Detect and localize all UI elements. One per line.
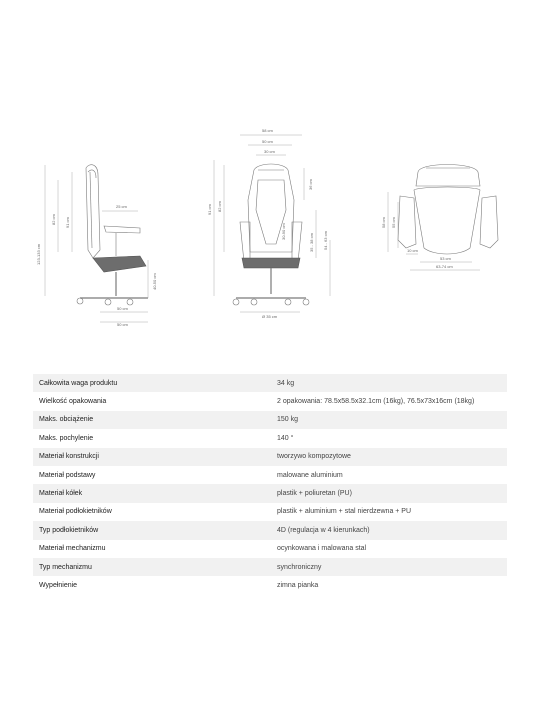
side-dim-base-depth: 50 cm bbox=[117, 322, 128, 327]
table-row bbox=[33, 392, 507, 410]
spec-label: Typ podłokietników bbox=[33, 521, 271, 539]
spec-value: ocynkowana i malowana stal bbox=[277, 545, 367, 553]
spec-label: Materiał kółek bbox=[33, 484, 271, 502]
table-row bbox=[33, 484, 507, 502]
spec-label: Maks. pochylenie bbox=[39, 434, 94, 442]
top-view-chair bbox=[398, 165, 498, 255]
front-view-dimension-lines bbox=[214, 135, 330, 312]
spec-label: Materiał podłokietników bbox=[39, 508, 112, 516]
spec-label: Całkowita waga produktu bbox=[33, 374, 271, 392]
spec-value: synchroniczny bbox=[271, 558, 507, 576]
front-dim-lumbar-height: 35 - 38 cm bbox=[309, 233, 314, 252]
spec-value: 34 kg bbox=[271, 374, 507, 392]
spec-label: Materiał konstrukcji bbox=[33, 448, 271, 466]
front-dim-overall-width: 58 cm bbox=[262, 128, 273, 133]
technical-drawing bbox=[0, 0, 540, 350]
spec-value: zimna pianka bbox=[277, 581, 319, 589]
table-row bbox=[33, 448, 507, 466]
spec-value: plastik + aluminium + stal nierdzewna + PU bbox=[277, 508, 412, 516]
table-row bbox=[33, 540, 507, 558]
spec-label: Typ mechanizmu bbox=[33, 558, 271, 576]
front-view-chair bbox=[233, 164, 309, 305]
front-dim-back-width: 50 cm bbox=[262, 139, 273, 144]
top-dim-seat-depth: 55 cm bbox=[391, 217, 396, 228]
front-dim-back-height-side: 30-90 cm bbox=[281, 223, 286, 240]
spec-value: tworzywo kompozytowe bbox=[271, 448, 507, 466]
spec-value: malowane aluminium bbox=[277, 471, 343, 479]
table-row bbox=[33, 576, 507, 594]
spec-value: 150 kg bbox=[271, 411, 507, 429]
table-row bbox=[33, 466, 507, 484]
spec-label: Materiał podstawy bbox=[39, 471, 96, 479]
spec-value: 4D (regulacja w 4 kierunkach) bbox=[271, 521, 507, 539]
front-dim-seat-width: 30 cm bbox=[264, 149, 275, 154]
front-dim-base-diameter: Ø 35 cm bbox=[262, 314, 278, 319]
spec-value: 140 ° bbox=[277, 434, 294, 442]
table-row bbox=[33, 503, 507, 521]
side-view-chair bbox=[77, 165, 148, 305]
spec-label: Wielkość opakowania bbox=[39, 398, 107, 406]
spec-label: Materiał mechanizmu bbox=[39, 545, 106, 553]
table-row bbox=[33, 429, 507, 447]
side-dim-seat-depth: 50 cm bbox=[117, 306, 128, 311]
table-row bbox=[33, 411, 507, 429]
front-dim-total-height: 91 cm bbox=[207, 204, 212, 215]
spec-value: plastik + poliuretan (PU) bbox=[271, 484, 507, 502]
top-dim-seat-width: 53 cm bbox=[440, 256, 451, 261]
table-row bbox=[33, 558, 507, 576]
side-dim-armrest-offset: 25 cm bbox=[116, 204, 127, 209]
side-dim-seat-height: 40-50 cm bbox=[152, 273, 157, 290]
top-dim-armrest-width: 10 cm bbox=[407, 248, 418, 253]
table-row bbox=[33, 521, 507, 539]
side-dim-total-height: 123-133 cm bbox=[36, 243, 41, 265]
front-dim-headrest-height: 36 cm bbox=[308, 179, 313, 190]
spec-table bbox=[33, 374, 507, 595]
top-dim-arm-span: 63-74 cm bbox=[436, 264, 453, 269]
front-dim-back-height: 82 cm bbox=[217, 201, 222, 212]
spec-value: 2 opakowania: 78.5x58.5x32.1cm (16kg), 76.5x73x16cm (18kg) bbox=[277, 398, 475, 406]
side-dim-seat-to-top: 91 cm bbox=[65, 217, 70, 228]
top-view-dimension-lines bbox=[388, 192, 480, 270]
table-row bbox=[33, 374, 507, 392]
spec-label: Maks. obciążenie bbox=[33, 411, 271, 429]
side-dim-back-height: 82 cm bbox=[51, 214, 56, 225]
spec-label: Wypełnienie bbox=[39, 581, 78, 589]
front-dim-seat-height: 54 - 63 cm bbox=[323, 231, 328, 250]
top-dim-depth: 58 cm bbox=[381, 217, 386, 228]
